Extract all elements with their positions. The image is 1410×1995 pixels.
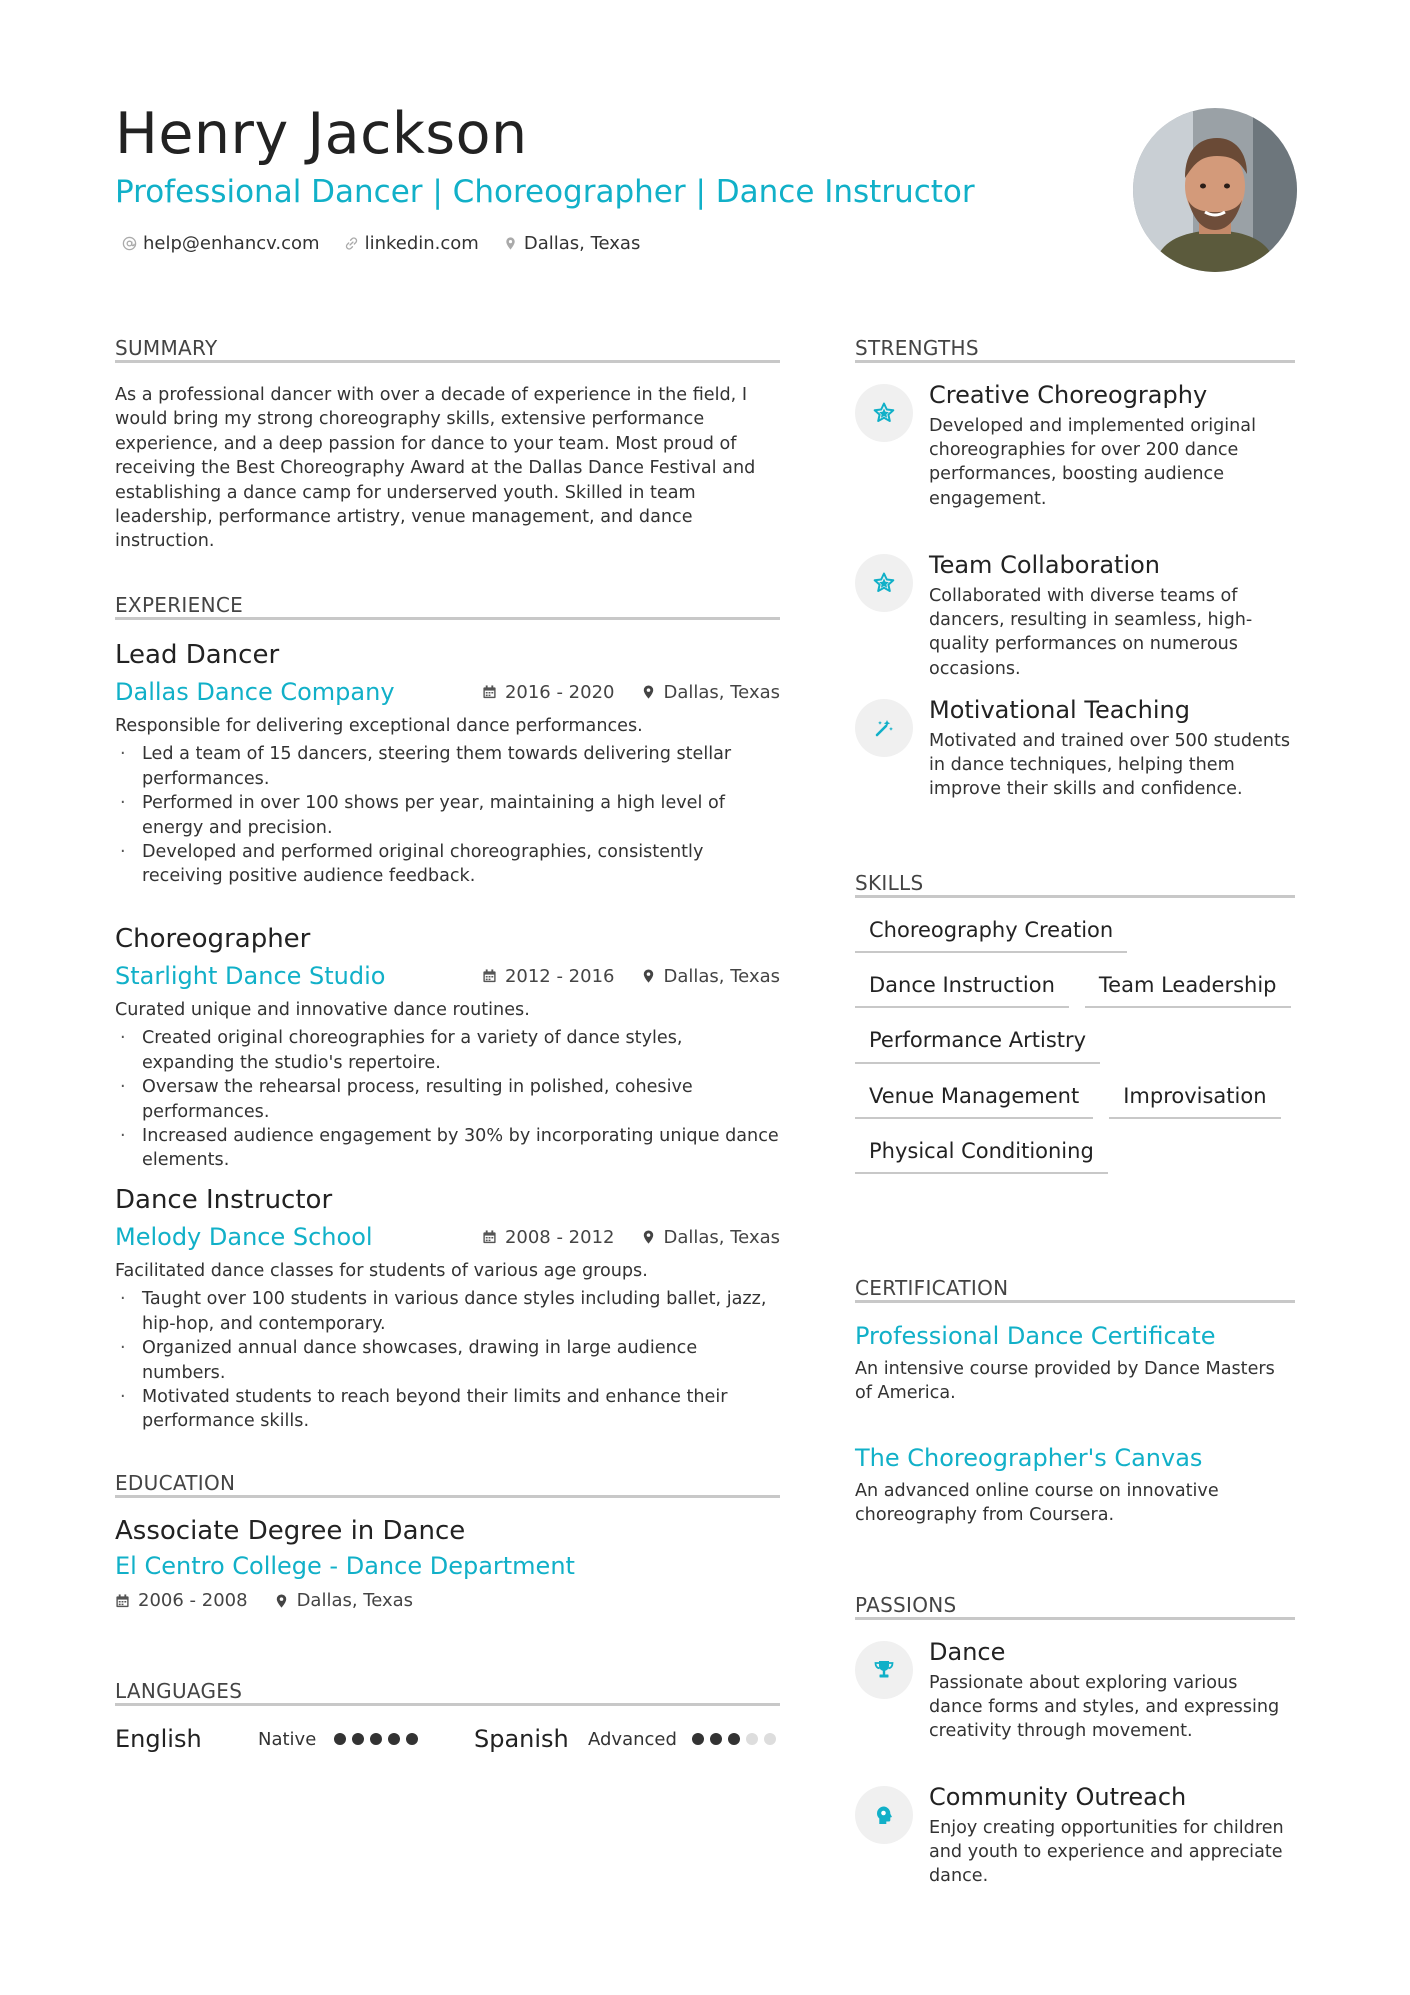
- section-heading-strengths: STRENGTHS: [855, 336, 979, 360]
- strength-item: [855, 552, 1295, 681]
- strength-text: Collaborated with diverse teams of dancers, resulting in seamless, high-quality performances on numerous occasions.: [929, 585, 1253, 679]
- education-location: Dallas, Texas: [296, 1590, 414, 1611]
- skill-tag: Team Leadership: [1085, 973, 1291, 1008]
- education-entry: [115, 1518, 780, 1611]
- location-pin-icon: [503, 236, 518, 251]
- job-bullets: [115, 1287, 780, 1433]
- profile-photo: [1133, 108, 1297, 272]
- location-pin-icon: [274, 1593, 289, 1609]
- rating-dot-empty: [746, 1733, 758, 1745]
- job-dates: 2016 - 2020: [504, 681, 615, 703]
- summary-text: As a professional dancer with over a decade of experience in the field, I would bring my strong choreography skills, extensive performance experience, and a deep passion for dance to your team. Most proud of receiving the Best Choreography Award at the Dallas Dance Festival and establishing a dance camp for underserved youth. Skilled in team leadership, performance artistry, venue management, and dance instruction.: [115, 385, 756, 552]
- rating-dot-filled: [406, 1733, 418, 1745]
- education-school: El Centro College - Dance Department: [115, 1552, 575, 1580]
- strength-icon-badge: [855, 699, 913, 757]
- rating-dot-filled: [352, 1733, 364, 1745]
- language-name: English: [115, 1725, 202, 1753]
- experience-entry: [115, 1187, 780, 1434]
- section-divider: [115, 617, 780, 620]
- contact-linkedin[interactable]: [344, 233, 479, 254]
- list-item: · Developed and performed original choreographies, consistently receiving positive audience feedback.: [115, 840, 780, 889]
- strength-item: [855, 382, 1295, 511]
- calendar-icon: [482, 968, 497, 984]
- calendar-icon: [115, 1593, 130, 1609]
- list-item: · Oversaw the rehearsal process, resulting in polished, cohesive performances.: [115, 1075, 780, 1124]
- contact-email-text: help@enhancv.com: [143, 233, 320, 254]
- passion-text: Enjoy creating opportunities for children and youth to experience and appreciate dance.: [929, 1817, 1284, 1887]
- at-icon: [122, 236, 137, 251]
- list-item: · Organized annual dance showcases, drawing in large audience numbers.: [115, 1336, 780, 1385]
- education-degree: Associate Degree in Dance: [115, 1516, 466, 1546]
- list-item: · Increased audience engagement by 30% by incorporating unique dance elements.: [115, 1124, 780, 1173]
- wand-icon: [872, 716, 896, 740]
- job-description: Curated unique and innovative dance routines.: [115, 1000, 530, 1020]
- job-meta-row: [115, 680, 780, 704]
- job-meta-row: [115, 1225, 780, 1249]
- language-name: Spanish: [474, 1725, 569, 1753]
- skill-tag: Physical Conditioning: [855, 1139, 1108, 1174]
- job-dates: 2008 - 2012: [504, 1226, 615, 1248]
- section-divider: [855, 895, 1295, 898]
- candidate-name: Henry Jackson: [115, 101, 528, 167]
- strength-text: Motivated and trained over 500 students in dance techniques, helping them improve their skills and confidence.: [929, 730, 1291, 800]
- list-item: · Motivated students to reach beyond their limits and enhance their performance skills.: [115, 1385, 780, 1434]
- job-location: Dallas, Texas: [663, 965, 780, 987]
- education-dates: 2006 - 2008: [138, 1590, 248, 1611]
- rating-dot-filled: [388, 1733, 400, 1745]
- skill-tag: Improvisation: [1109, 1084, 1280, 1119]
- language-rating: [692, 1733, 776, 1745]
- location-pin-icon: [641, 684, 656, 700]
- skills-list: [855, 918, 1295, 1194]
- contact-linkedin-text: linkedin.com: [364, 233, 479, 254]
- section-heading-languages: LANGUAGES: [115, 1679, 243, 1703]
- language-rating: [334, 1733, 474, 1745]
- calendar-icon: [482, 684, 497, 700]
- experience-entry: [115, 642, 780, 889]
- certification-text: An intensive course provided by Dance Masters of America.: [855, 1358, 1275, 1404]
- certification-title: The Choreographer's Canvas: [855, 1444, 1203, 1472]
- rating-dot-filled: [370, 1733, 382, 1745]
- passion-title: Community Outreach: [929, 1783, 1187, 1811]
- skill-tag: Venue Management: [855, 1084, 1093, 1119]
- star-icon: [872, 401, 896, 425]
- job-location: Dallas, Texas: [663, 1226, 780, 1248]
- job-description: Responsible for delivering exceptional dance performances.: [115, 716, 643, 736]
- job-description: Facilitated dance classes for students of various age groups.: [115, 1261, 648, 1281]
- job-role: Lead Dancer: [115, 640, 280, 670]
- strength-title: Creative Choreography: [929, 381, 1208, 409]
- section-heading-education: EDUCATION: [115, 1471, 236, 1495]
- languages-row: [115, 1725, 780, 1753]
- trophy-icon: [872, 1658, 896, 1682]
- strength-title: Team Collaboration: [929, 551, 1161, 579]
- passion-icon-badge: [855, 1786, 913, 1844]
- list-item: · Taught over 100 students in various dance styles including ballet, jazz, hip-hop, and contemporary.: [115, 1287, 780, 1336]
- skill-tag: Choreography Creation: [855, 918, 1127, 953]
- location-pin-icon: [641, 968, 656, 984]
- candidate-title: Professional Dancer | Choreographer | Dance Instructor: [115, 174, 975, 210]
- strength-text: Developed and implemented original choreographies for over 200 dance performances, boosting audience engagement.: [929, 415, 1256, 509]
- rating-dot-empty: [764, 1733, 776, 1745]
- section-divider: [855, 1617, 1295, 1620]
- list-item: · Led a team of 15 dancers, steering them towards delivering stellar performances.: [115, 742, 780, 791]
- job-location: Dallas, Texas: [663, 681, 780, 703]
- list-item: · Performed in over 100 shows per year, maintaining a high level of energy and precision.: [115, 791, 780, 840]
- job-company: Starlight Dance Studio: [115, 962, 386, 990]
- job-company: Dallas Dance Company: [115, 678, 395, 706]
- passion-title: Dance: [929, 1638, 1006, 1666]
- contact-location-text: Dallas, Texas: [523, 233, 641, 254]
- section-heading-summary: SUMMARY: [115, 336, 218, 360]
- contact-location: [503, 233, 641, 254]
- strength-icon-badge: [855, 384, 913, 442]
- certification-item: [855, 1322, 1295, 1406]
- contact-email[interactable]: [122, 233, 320, 254]
- rating-dot-filled: [728, 1733, 740, 1745]
- language-level: Native: [258, 1728, 317, 1750]
- job-role: Dance Instructor: [115, 1185, 333, 1215]
- passion-text: Passionate about exploring various dance forms and styles, and expressing creativity through movement.: [929, 1672, 1280, 1742]
- passion-icon-badge: [855, 1641, 913, 1699]
- certification-item: [855, 1444, 1295, 1528]
- certification-title: Professional Dance Certificate: [855, 1322, 1216, 1350]
- list-item: · Created original choreographies for a variety of dance styles, expanding the studio's repertoire.: [115, 1026, 780, 1075]
- strength-title: Motivational Teaching: [929, 696, 1190, 724]
- section-divider: [855, 1300, 1295, 1303]
- passion-item: [855, 1784, 1295, 1889]
- job-meta-row: [115, 964, 780, 988]
- section-divider: [115, 1495, 780, 1498]
- calendar-icon: [482, 1229, 497, 1245]
- section-divider: [855, 360, 1295, 363]
- location-pin-icon: [641, 1229, 656, 1245]
- contact-row: [122, 233, 640, 254]
- section-heading-passions: PASSIONS: [855, 1593, 957, 1617]
- rating-dot-filled: [710, 1733, 722, 1745]
- rating-dot-filled: [334, 1733, 346, 1745]
- head-icon: [872, 1803, 896, 1827]
- section-divider: [115, 1703, 780, 1706]
- skill-tag: Dance Instruction: [855, 973, 1069, 1008]
- job-role: Choreographer: [115, 924, 311, 954]
- strength-item: [855, 697, 1295, 802]
- passion-item: [855, 1639, 1295, 1744]
- certification-text: An advanced online course on innovative choreography from Coursera.: [855, 1480, 1219, 1526]
- star-icon: [872, 571, 896, 595]
- skill-tag: Performance Artistry: [855, 1028, 1100, 1063]
- section-heading-certification: CERTIFICATION: [855, 1276, 1009, 1300]
- link-icon: [344, 236, 359, 251]
- language-level: Advanced: [588, 1728, 677, 1750]
- job-bullets: [115, 742, 780, 888]
- section-heading-skills: SKILLS: [855, 871, 924, 895]
- experience-entry: [115, 926, 780, 1173]
- job-dates: 2012 - 2016: [504, 965, 615, 987]
- rating-dot-filled: [692, 1733, 704, 1745]
- job-company: Melody Dance School: [115, 1223, 373, 1251]
- section-divider: [115, 360, 780, 363]
- section-heading-experience: EXPERIENCE: [115, 593, 244, 617]
- strength-icon-badge: [855, 554, 913, 612]
- job-bullets: [115, 1026, 780, 1172]
